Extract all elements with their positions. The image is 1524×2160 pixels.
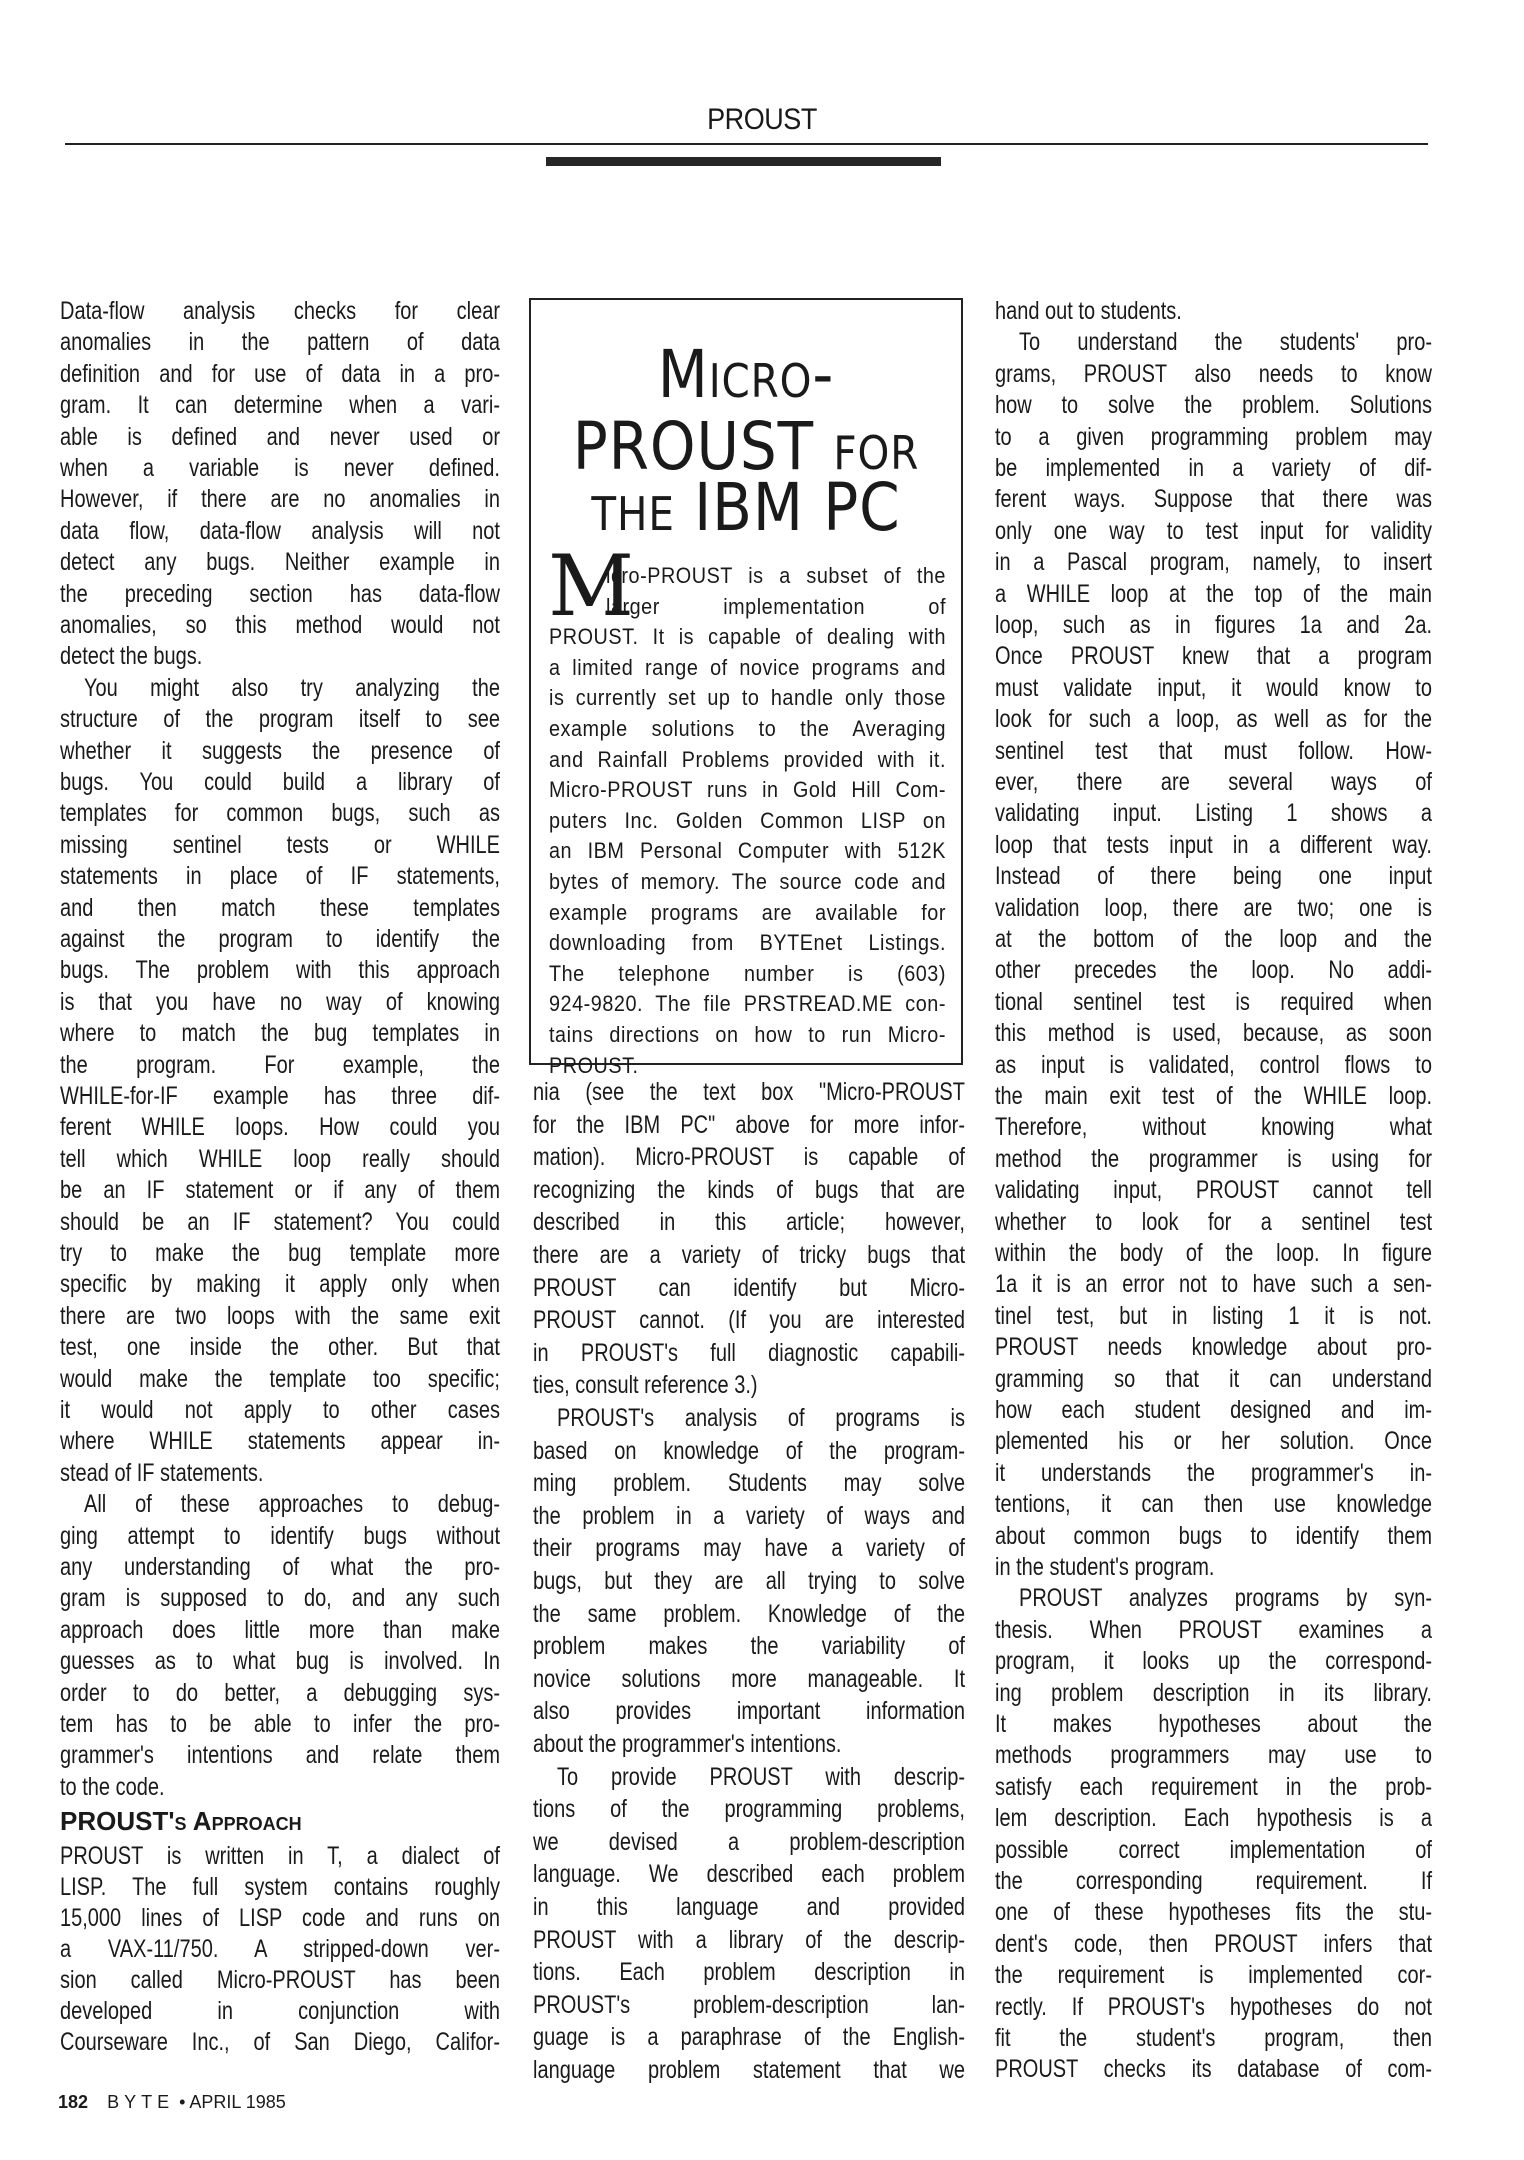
text-line: PROUST cannot. (If you are interested [533,1306,965,1335]
text-line: able is defined and never used or [60,422,500,451]
text-line: statements in place of IF statements, [60,862,500,891]
text-line: as input is validated, control flows to [995,1050,1432,1079]
text-line: the preceding section has data-flow [60,579,500,608]
drop-cap: M [548,537,635,635]
text-line: possible correct implementation of [995,1835,1432,1864]
text-line: where WHILE statements appear in- [60,1427,500,1456]
text-line: Once PROUST knew that a program [995,642,1432,671]
text-line: 1a it is an error not to have such a sen- [995,1270,1432,1299]
text-line: anomalies in the pattern of data [60,328,500,357]
text-line: PROUST with a library of the descrip- [533,1925,965,1954]
header-bar [546,157,941,166]
text-line: specific by making it apply only when [60,1270,500,1299]
text-line: should be an IF statement? You could [60,1207,500,1236]
text-line: methods programmers may use to [995,1741,1432,1770]
text-line: example programs are available for [549,899,946,925]
text-line: bugs. The problem with this approach [60,956,500,985]
text-line: how each student designed and im- [995,1396,1432,1424]
footer-separator: • [179,2092,186,2112]
text-line: mation). Micro-PROUST is capable of [533,1143,965,1172]
text-line: bugs, but they are all trying to solve [533,1567,965,1595]
running-head: PROUST [707,103,817,136]
text-line: bytes of memory. The source code and [549,869,946,894]
text-line: bugs. You could build a library of [60,768,500,796]
text-line: sion called Micro-PROUST has been [60,1966,500,1994]
text-line: tem has to be able to infer the pro- [60,1710,500,1738]
text-line: the requirement is implemented cor- [995,1961,1432,1990]
page-footer [58,2092,286,2113]
text-line: It makes hypotheses about the [995,1710,1432,1738]
text-line: about common bugs to identify them [995,1521,1432,1550]
text-line: gram is supposed to do, and any such [60,1584,500,1613]
text-line: To understand the students' pro- [1019,328,1432,357]
text-line: validating input, PROUST cannot tell [995,1176,1432,1205]
text-line: guesses as to what bug is involved. In [60,1647,500,1676]
text-line: downloading from BYTEnet Listings. [549,930,946,956]
text-line: structure of the program itself to see [60,705,500,734]
text-line: missing sentinel tests or WHILE [60,830,500,859]
text-line: rectly. If PROUST's hypotheses do not [995,1992,1432,2021]
text-line: ties, consult reference 3.) [533,1371,758,1400]
text-line: tions of the programming problems, [533,1795,965,1824]
text-line: Micro-PROUST runs in Gold Hill Com- [549,777,946,803]
text-line: 15,000 lines of LISP code and runs on [60,1904,500,1932]
text-line: developed in conjunction with [60,1997,500,2025]
text-line: about the programmer's intentions. [533,1730,842,1758]
text-line: program, it looks up the correspond- [995,1647,1432,1676]
text-line: lem description. Each hypothesis is a [995,1804,1432,1833]
text-line: against the program to identify the [60,925,500,953]
text-line: ferent WHILE loops. How could you [60,1113,500,1142]
text-line: ing problem description in its library. [995,1678,1432,1707]
section-heading: PROUST's Approach [60,1806,302,1836]
text-line: PROUST checks its database of com- [995,2055,1432,2084]
text-line: dent's code, then PROUST infers that [995,1929,1432,1958]
text-line: language problem statement that we [533,2056,965,2084]
text-line: satisfy each requirement in the prob- [995,1772,1432,1801]
text-line: order to do better, a debugging sys- [60,1678,500,1707]
text-line: Data-flow analysis checks for clear [60,297,500,325]
text-line: be implemented in a variety of dif- [995,454,1432,482]
text-line: look for such a loop, as well as for the [995,705,1432,734]
text-line: thesis. When PROUST examines a [995,1615,1432,1644]
text-line: puters Inc. Golden Common LISP on [549,807,946,833]
text-line: example solutions to the Averaging [549,716,946,741]
text-line: tell which WHILE loop really should [60,1144,500,1173]
text-line: to the code. [60,1772,165,1801]
text-line: anomalies, so this method would not [60,611,500,639]
magazine-name: BYTE [107,2092,175,2112]
text-line: PROUST's analysis of programs is [557,1404,965,1432]
text-line: ever, there are several ways of [995,768,1432,796]
text-line: PROUST can identify but Micro- [533,1273,965,1302]
text-line: whether it suggests the presence of [60,736,500,765]
text-line: ging attempt to identify bugs without [60,1521,500,1550]
text-line: based on knowledge of the program- [533,1436,965,1465]
text-line: when a variable is never defined. [60,454,500,482]
sidebar-title-line: Micro- [657,336,835,413]
text-line: there are a variety of tricky bugs that [533,1241,965,1269]
text-line: The telephone number is (603) [549,960,946,986]
text-line: hand out to students. [995,297,1182,325]
text-line: the same problem. Knowledge of the [533,1599,965,1628]
text-line: However, if there are no anomalies in [60,485,500,514]
text-line: the problem in a variety of ways and [533,1501,965,1530]
text-line: be an IF statement or if any of them [60,1176,500,1205]
text-line: where to match the bug templates in [60,1019,500,1048]
text-line: only one way to test input for validity [995,516,1432,545]
text-line: PROUST analyzes programs by syn- [1019,1584,1432,1613]
text-line: tains directions on how to run Micro- [549,1022,946,1047]
text-line: tentions, it can then use knowledge [995,1490,1432,1519]
text-line: loop, such as in figures 1a and 2a. [995,611,1432,639]
text-line: ferent ways. Suppose that there was [995,485,1432,514]
text-line: for the IBM PC" above for more infor- [533,1110,965,1139]
text-line: Instead of there being one input [995,862,1432,891]
text-line: grammer's intentions and relate them [60,1741,500,1770]
text-line: in a Pascal program, namely, to insert [995,548,1432,577]
text-line: templates for common bugs, such as [60,799,500,828]
text-line: guage is a paraphrase of the English- [533,2023,965,2052]
text-line: within the body of the loop. In figure [995,1239,1432,1267]
text-line: there are two loops with the same exit [60,1301,500,1330]
text-line: PROUST's problem-description lan- [533,1990,965,2019]
text-line: PROUST. It is capable of dealing with [549,624,946,650]
text-line: and Rainfall Problems provided with it. [549,746,946,772]
text-line: test, one inside the other. But that [60,1333,500,1362]
text-line: recognizing the kinds of bugs that are [533,1175,965,1204]
text-line: also provides important information [533,1697,965,1726]
text-line: tinel test, but in listing 1 it is not. [995,1301,1432,1330]
text-line: must validate input, it would know to [995,673,1432,702]
text-line: gramming so that it can understand [995,1364,1432,1393]
text-line: is currently set up to handle only those [549,685,946,711]
text-line: how to solve the problem. Solutions [995,391,1432,420]
text-line: approach does little more than make [60,1615,500,1644]
text-line: nia (see the text box "Micro-PROUST [533,1078,965,1106]
text-line: in the student's program. [995,1553,1215,1581]
text-line: PROUST is written in T, a dialect of [60,1842,500,1870]
sidebar-title-line: the IBM PC [591,469,901,546]
text-line: we devised a problem-description [533,1827,965,1856]
text-line: the corresponding requirement. If [995,1867,1432,1895]
text-line: an IBM Personal Computer with 512K [549,838,946,864]
sidebar-title-line: PROUST for [572,408,920,485]
text-line: Therefore, without knowing what [995,1113,1432,1142]
text-line: the main exit test of the WHILE loop. [995,1082,1432,1110]
text-line: tions. Each problem description in [533,1958,965,1987]
text-line: whether to look for a sentinel test [995,1207,1432,1236]
text-line: a limited range of novice programs and [549,654,946,680]
text-line: to a given programming problem may [995,422,1432,451]
text-line: try to make the bug template more [60,1239,500,1267]
text-line: their programs may have a variety of [533,1534,965,1563]
text-line: 924-9820. The file PRSTREAD.ME con- [549,991,946,1017]
text-line: gram. It can determine when a vari- [60,391,500,420]
text-line: To provide PROUST with descrip- [557,1762,965,1791]
text-line: and then match these templates [60,893,500,922]
text-line: problem makes the variability of [533,1632,965,1661]
text-line: plemented his or her solution. Once [995,1427,1432,1456]
text-line: described in this article; however, [533,1208,965,1237]
text-line: is that you have no way of knowing [60,987,500,1016]
text-line: novice solutions more manageable. It [533,1664,965,1693]
text-line: ming problem. Students may solve [533,1469,965,1498]
text-line: sentinel test that must follow. How- [995,736,1432,765]
text-line: PROUST needs knowledge about pro- [995,1333,1432,1362]
text-line: validation loop, there are two; one is [995,893,1432,922]
text-line: grams, PROUST also needs to know [995,359,1432,388]
text-line: detect any bugs. Neither example in [60,548,500,577]
text-line: the program. For example, the [60,1050,500,1079]
text-line: language. We described each problem [533,1860,965,1889]
text-line: a VAX-11/750. A stripped-down ver- [60,1935,500,1963]
text-line: a WHILE loop at the top of the main [995,579,1432,608]
header-rule [65,143,1428,145]
text-line: LISP. The full system contains roughly [60,1873,500,1901]
text-line: it would not apply to other cases [60,1396,500,1424]
text-line: PROUST. [549,1052,639,1078]
text-line: at the bottom of the loop and the [995,925,1432,953]
text-line: larger implementation of [606,593,946,619]
text-line: definition and for use of data in a pro- [60,359,500,388]
issue-date: APRIL 1985 [189,2092,286,2112]
text-line: in this language and provided [533,1893,965,1921]
text-line: any understanding of what the pro- [60,1553,500,1581]
text-line: this method is used, because, as soon [995,1019,1432,1048]
text-line: other precedes the loop. No addi- [995,956,1432,985]
text-line: validating input. Listing 1 shows a [995,799,1432,828]
text-line: fit the student's program, then [995,2024,1432,2052]
text-line: data flow, data-flow analysis will not [60,516,500,545]
text-line: would make the template too specific; [60,1364,500,1393]
text-line: icro-PROUST is a subset of the [606,563,946,588]
text-line: Courseware Inc., of San Diego, Califor- [60,2028,500,2056]
text-line: detect the bugs. [60,642,203,671]
text-line: You might also try analyzing the [84,673,500,702]
text-line: one of these hypotheses fits the stu- [995,1898,1432,1927]
text-line: tional sentinel test is required when [995,987,1432,1016]
text-line: WHILE-for-IF example has three dif- [60,1082,500,1110]
page-number: 182 [58,2092,89,2112]
text-line: it understands the programmer's in- [995,1458,1432,1487]
text-line: in PROUST's full diagnostic capabili- [533,1338,965,1367]
text-line: loop that tests input in a different way. [995,830,1432,859]
text-line: method the programmer is using for [995,1144,1432,1173]
text-line: All of these approaches to debug- [84,1490,500,1519]
text-line: stead of IF statements. [60,1458,264,1487]
